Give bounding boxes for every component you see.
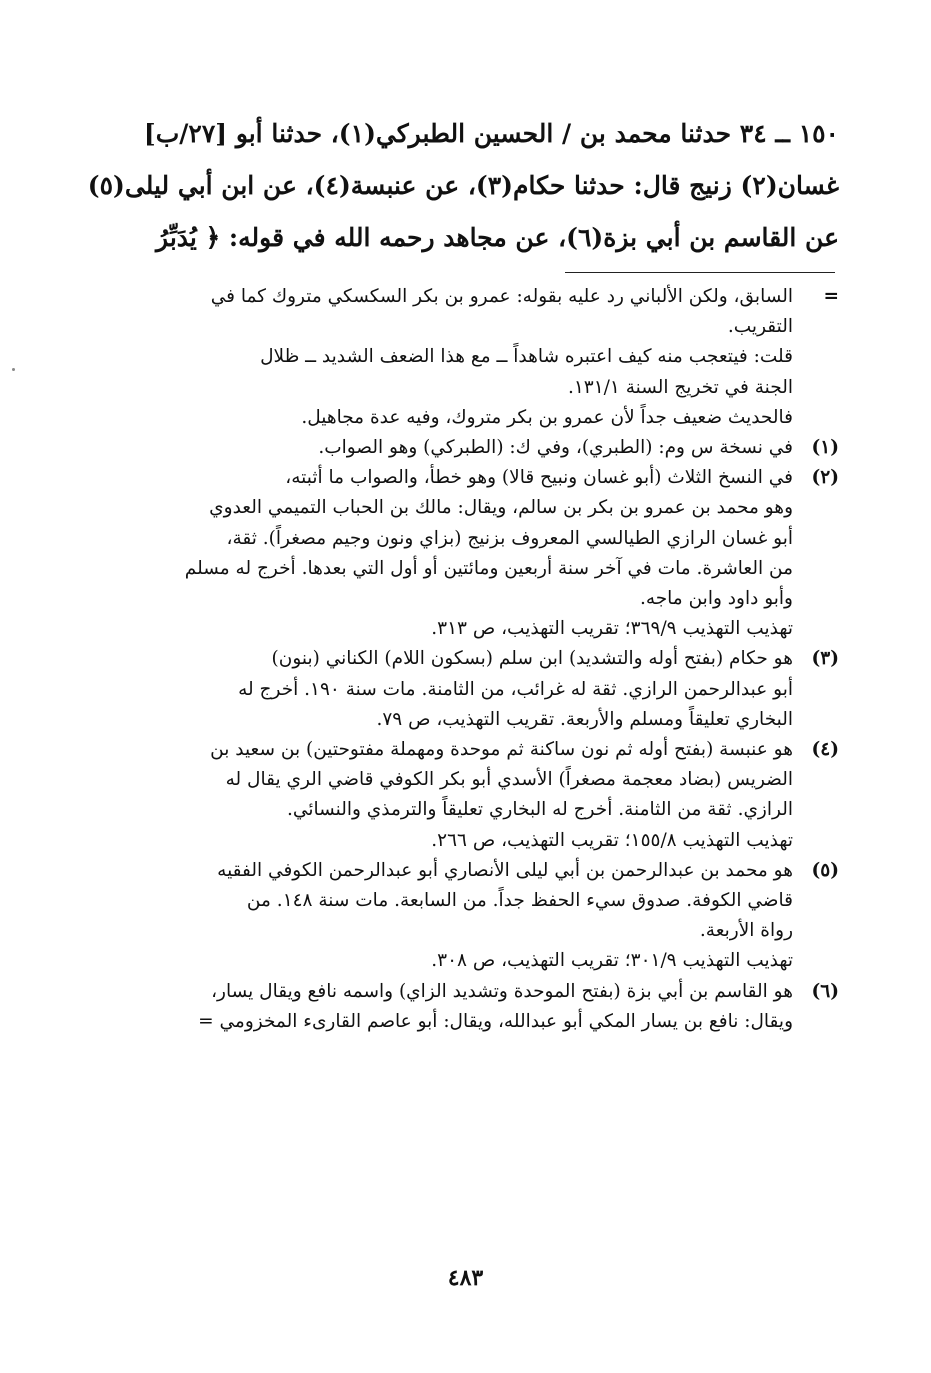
footnote-marker: (٤) — [811, 739, 839, 761]
footnote-line: ويقال: نافع بن يسار المكي أبو عبدالله، ويقال: أبو عاصم القارىء المخزومي = — [198, 1010, 793, 1032]
footnote-line: الضريس (بضاد معجمة مصغراً) الأسدي أبو بكر الكوفي قاضي الري يقال له — [225, 769, 793, 791]
comment-paragraph — [139, 342, 839, 402]
main-line: ١٥٠ ــ ٣٤ حدثنا محمد بن / الحسين الطبركي(١)، حدثنا أبو [٢٧/ب] — [143, 119, 839, 148]
footnote-marker: (١) — [811, 437, 839, 459]
footnote-line: قاضي الكوفة. صدوق سيء الحفظ جداً. من السابعة. مات سنة ١٤٨. من — [246, 890, 793, 912]
footnote-6 — [139, 977, 839, 1037]
footnote-marker: (٦) — [811, 980, 839, 1002]
footnote-line: وهو محمد بن عمرو بن بكر بن سالم، ويقال: مالك بن الحباب التميمي العدوي — [209, 497, 793, 519]
footnote-1 — [139, 433, 839, 463]
page-number: ٤٨٣ — [447, 1265, 484, 1291]
footnote-reference: تهذيب التهذيب ١٥٥/٨؛ تقريب التهذيب، ص ٢٦٦. — [431, 829, 793, 851]
footnotes — [139, 282, 839, 1037]
footnote-line: البخاري تعليقاً ومسلم والأربعة. تقريب التهذيب، ص ٧٩. — [376, 708, 793, 730]
footnote-3 — [139, 644, 839, 735]
footnote-marker: (٥) — [811, 859, 839, 881]
footnote-line: هو حكام (بفتح أوله والتشديد) ابن سلم (بسكون اللام) الكناني (بنون) — [271, 648, 793, 670]
main-line: عن القاسم بن أبي بزة(٦)، عن مجاهد رحمه الله في قوله: ﴿ يُدَبِّرُ — [156, 223, 839, 252]
footnote-5 — [139, 856, 839, 977]
main-line: غسان(٢) زنيج قال: حدثنا حكام(٣)، عن عنبسة(٤)، عن ابن أبي ليلى(٥) — [87, 171, 839, 200]
footnote-line: السابق، ولكن الألباني رد عليه بقوله: عمرو بن بكر السكسكي متروك كما في — [210, 286, 793, 307]
footnote-line: قلت: فيتعجب منه كيف اعتبره شاهداً ــ مع هذا الضعف الشديد ــ ظلال — [260, 346, 793, 368]
continuation-marker: = — [823, 286, 839, 307]
footnote-line: من العاشرة. مات في آخر سنة أربعين ومائتين أو أول التي بعدها. أخرج له مسلم — [184, 557, 793, 579]
footnote-line: هو القاسم بن أبي بزة (بفتح الموحدة وتشديد الزاي) واسمه نافع ويقال يسار، — [211, 980, 793, 1002]
footnote-line: فالحديث ضعيف جداً لأن عمرو بن بكر متروك، وفيه عدة مجاهيل. — [301, 406, 793, 428]
footnote-marker: (٢) — [811, 467, 839, 489]
footnote-line: الجنة في تخريج السنة ١٣١/١. — [567, 376, 793, 398]
footnote-marker: (٣) — [811, 648, 839, 670]
footnote-line: في النسخ الثلاث (أبو غسان ونبيح قالا) وهو خطأ، والصواب ما أثبته، — [285, 467, 793, 489]
footnote-line: أبو غسان الرازي الطيالسي المعروف بزنيج (بزاي ونون وجيم مصغراً). ثقة، — [226, 527, 793, 549]
footnote-4 — [139, 735, 839, 856]
footnote-line: في نسخة س وم: (الطبري)، وفي ك: (الطبركي) وهو الصواب. — [318, 437, 793, 459]
footnote-line: هو عنبسة (بفتح أوله ثم نون ساكنة ثم موحدة ومهملة مفتوحتين) بن سعيد بن — [210, 739, 793, 761]
continuation-note — [139, 282, 839, 342]
footnote-line: هو محمد بن عبدالرحمن بن أبي ليلى الأنصاري أبو عبدالرحمن الكوفي الفقيه — [217, 859, 793, 881]
verdict-paragraph — [139, 403, 839, 433]
footnote-line: الرازي. ثقة من الثامنة. أخرج له البخاري تعليقاً والترمذي والنسائي. — [287, 799, 793, 821]
footnote-reference: تهذيب التهذيب ٣٦٩/٩؛ تقريب التهذيب، ص ٣١٣. — [431, 618, 793, 640]
footnote-2 — [139, 463, 839, 644]
main-text — [87, 108, 839, 264]
footnote-line: أبو عبدالرحمن الرازي. ثقة له غرائب، من الثامنة. مات سنة ١٩٠. أخرج له — [238, 678, 793, 700]
footnote-separator — [565, 272, 835, 273]
footnote-line: وأبو داود وابن ماجه. — [639, 588, 793, 610]
margin-speck — [12, 368, 15, 371]
footnote-line: رواة الأربعة. — [699, 920, 793, 942]
footnote-line: التقريب. — [727, 316, 793, 338]
footnote-reference: تهذيب التهذيب ٣٠١/٩؛ تقريب التهذيب، ص ٣٠٨. — [431, 950, 793, 972]
